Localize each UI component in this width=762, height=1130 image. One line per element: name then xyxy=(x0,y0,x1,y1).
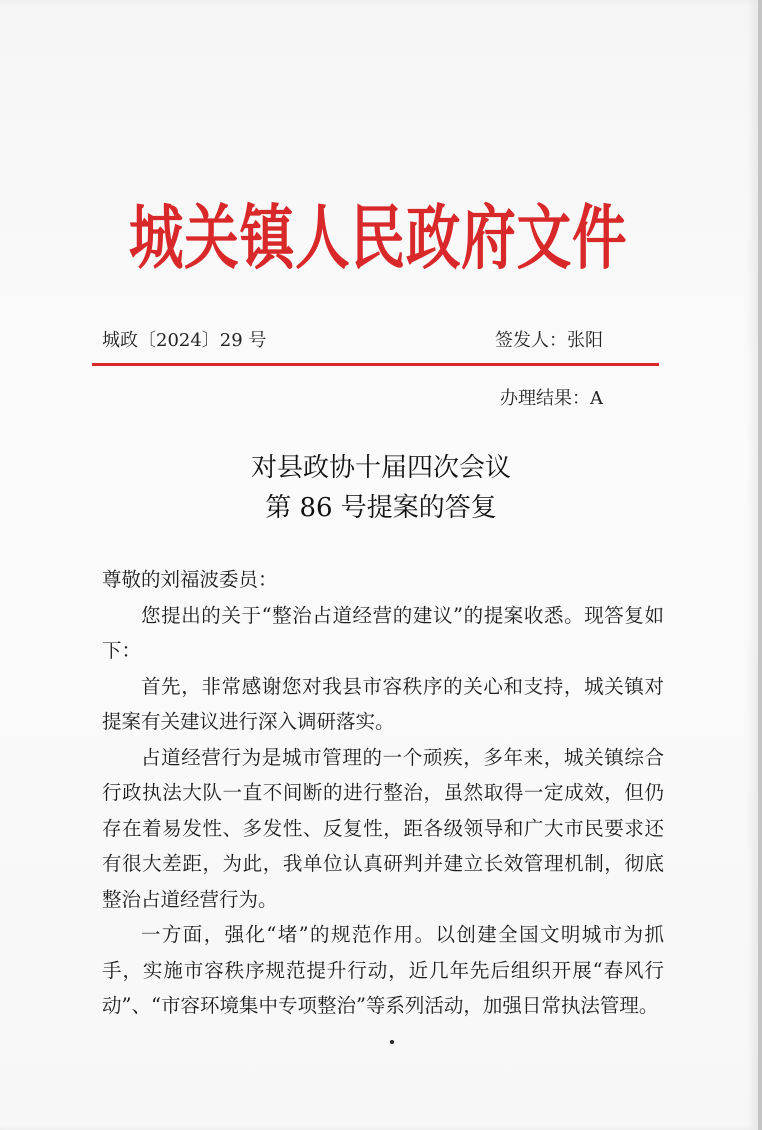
document-number: 城政〔2024〕29 号 xyxy=(102,330,267,351)
paragraph: 首先，非常感谢您对我县市容秩序的关心和支持，城关镇对提案有关建议进行深入调研落实。 xyxy=(102,674,664,733)
handling-result: 办理结果：A xyxy=(500,388,603,409)
document-title xyxy=(0,448,762,528)
salutation: 尊敬的刘福波委员： xyxy=(102,568,278,591)
red-divider xyxy=(92,363,659,366)
title-line-1: 对县政协十届四次会议 xyxy=(250,453,511,483)
paragraph: 占道经营行为是城市管理的一个顽疾，多年来，城关镇综合行政执法大队一直不间断的进行整治，虽然取得一定成效，但仍存在着易发性、多发性、反复性，距各级领导和广大市民要求还有很大差距，为此，我单位认真研判并建立长效管理机制，彻底整治占道经营行为。 xyxy=(102,745,664,911)
page-dot xyxy=(390,1040,394,1044)
paragraph: 您提出的关于“整治占道经营的建议”的提案收悉。现答复如下： xyxy=(102,603,664,662)
masthead-title: 城关镇人民政府文件 xyxy=(128,196,628,279)
title-line-2: 第 86 号提案的答复 xyxy=(265,493,497,523)
paragraph: 一方面，强化“堵”的规范作用。以创建全国文明城市为抓手，实施市容秩序规范提升行动，近几年先后组织开展“春风行动”、“市容环境集中专项整治”等系列活动，加强日常执法管理。 xyxy=(102,923,664,1017)
issuer: 签发人：张阳 xyxy=(495,330,603,351)
document-body xyxy=(102,562,664,1024)
paper-edge xyxy=(758,0,762,1130)
